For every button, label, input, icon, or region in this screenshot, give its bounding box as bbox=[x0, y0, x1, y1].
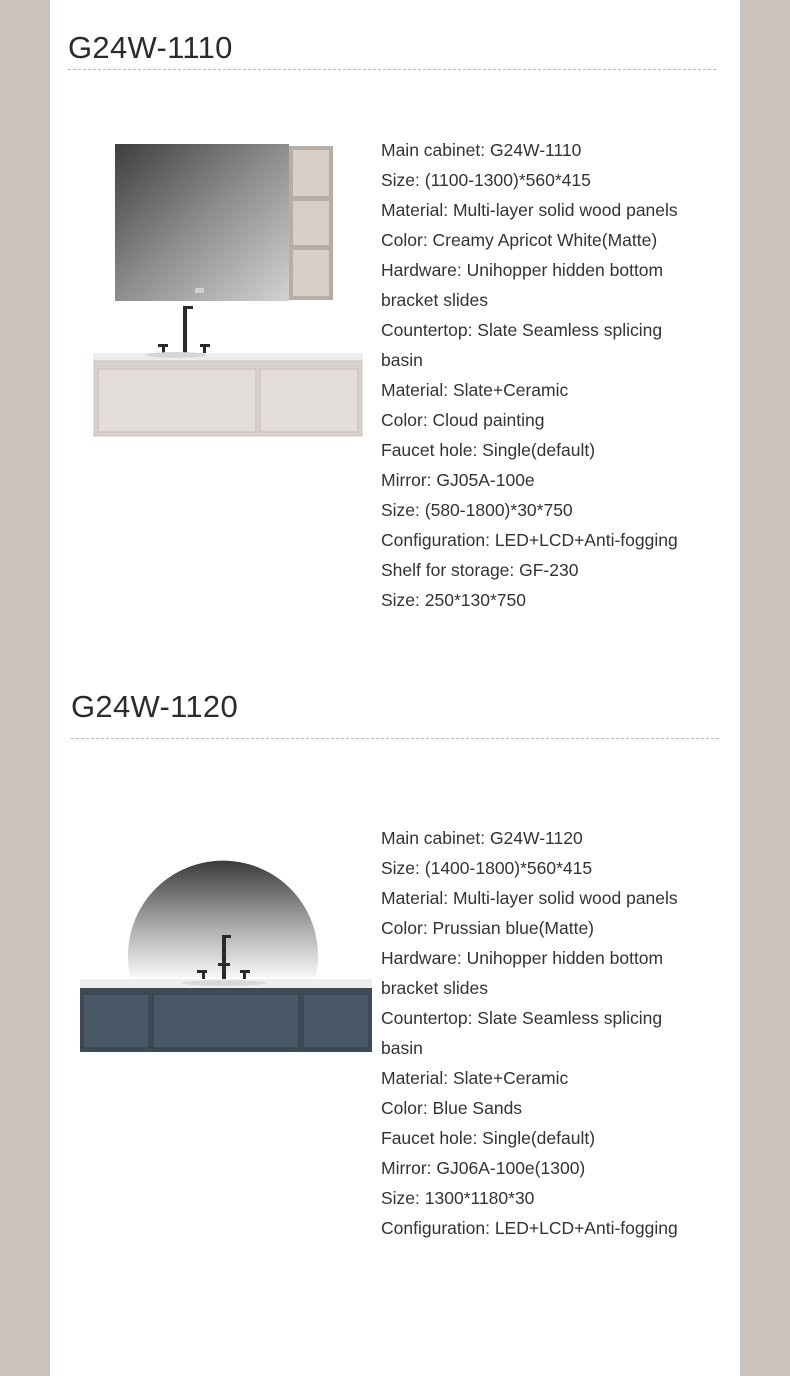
title-divider-1 bbox=[68, 69, 716, 70]
faucet-1 bbox=[158, 306, 210, 356]
spec-line: Material: Slate+Ceramic bbox=[381, 1068, 569, 1088]
spec-line: Faucet hole: Single(default) bbox=[381, 1128, 596, 1148]
spec-line: Color: Creamy Apricot White(Matte) bbox=[381, 230, 658, 250]
mirror-1 bbox=[115, 144, 289, 301]
spec-line: Shelf for storage: GF-230 bbox=[381, 560, 579, 580]
spec-line: Countertop: Slate Seamless splicing bbox=[381, 320, 663, 340]
vanity-image-1 bbox=[90, 140, 370, 440]
spec-list-1 bbox=[381, 135, 736, 615]
spec-list-2 bbox=[381, 823, 736, 1243]
product-page bbox=[50, 0, 740, 1376]
spec-line: Countertop: Slate Seamless splicing bbox=[381, 1008, 663, 1028]
mirror-display-icon bbox=[195, 288, 204, 293]
spec-line: Faucet hole: Single(default) bbox=[381, 440, 596, 460]
title-divider-2 bbox=[71, 738, 719, 739]
spec-line: Size: 1300*1180*30 bbox=[381, 1188, 535, 1208]
spec-line: Hardware: Unihopper hidden bottom bbox=[381, 260, 664, 280]
spec-line: Hardware: Unihopper hidden bottom bbox=[381, 948, 664, 968]
spec-line: Main cabinet: G24W-1110 bbox=[381, 140, 582, 160]
spec-line: Size: (580-1800)*30*750 bbox=[381, 500, 573, 520]
product-title-1: G24W-1110 bbox=[68, 30, 233, 65]
spec-line: Color: Blue Sands bbox=[381, 1098, 523, 1118]
spec-line: Material: Multi-layer solid wood panels bbox=[381, 888, 678, 908]
spec-line: Size: (1400-1800)*560*415 bbox=[381, 858, 593, 878]
spec-line: Size: 250*130*750 bbox=[381, 590, 526, 610]
spec-line: Configuration: LED+LCD+Anti-fogging bbox=[381, 1218, 678, 1238]
spec-line: Mirror: GJ06A-100e(1300) bbox=[381, 1158, 586, 1178]
spec-line: Size: (1100-1300)*560*415 bbox=[381, 170, 591, 190]
product-title-2: G24W-1120 bbox=[71, 689, 238, 724]
vanity-image-2 bbox=[78, 815, 378, 1060]
spec-line: Material: Multi-layer solid wood panels bbox=[381, 200, 678, 220]
spec-line: Material: Slate+Ceramic bbox=[381, 380, 569, 400]
spec-line: Main cabinet: G24W-1120 bbox=[381, 828, 583, 848]
storage-shelf bbox=[289, 146, 333, 300]
spec-line: basin bbox=[381, 350, 423, 370]
spec-line: Mirror: GJ05A-100e bbox=[381, 470, 535, 490]
spec-line: bracket slides bbox=[381, 978, 488, 998]
spec-line: Color: Cloud painting bbox=[381, 410, 545, 430]
spec-line: bracket slides bbox=[381, 290, 488, 310]
spec-line: Configuration: LED+LCD+Anti-fogging bbox=[381, 530, 678, 550]
spec-line: basin bbox=[381, 1038, 423, 1058]
spec-line: Color: Prussian blue(Matte) bbox=[381, 918, 594, 938]
